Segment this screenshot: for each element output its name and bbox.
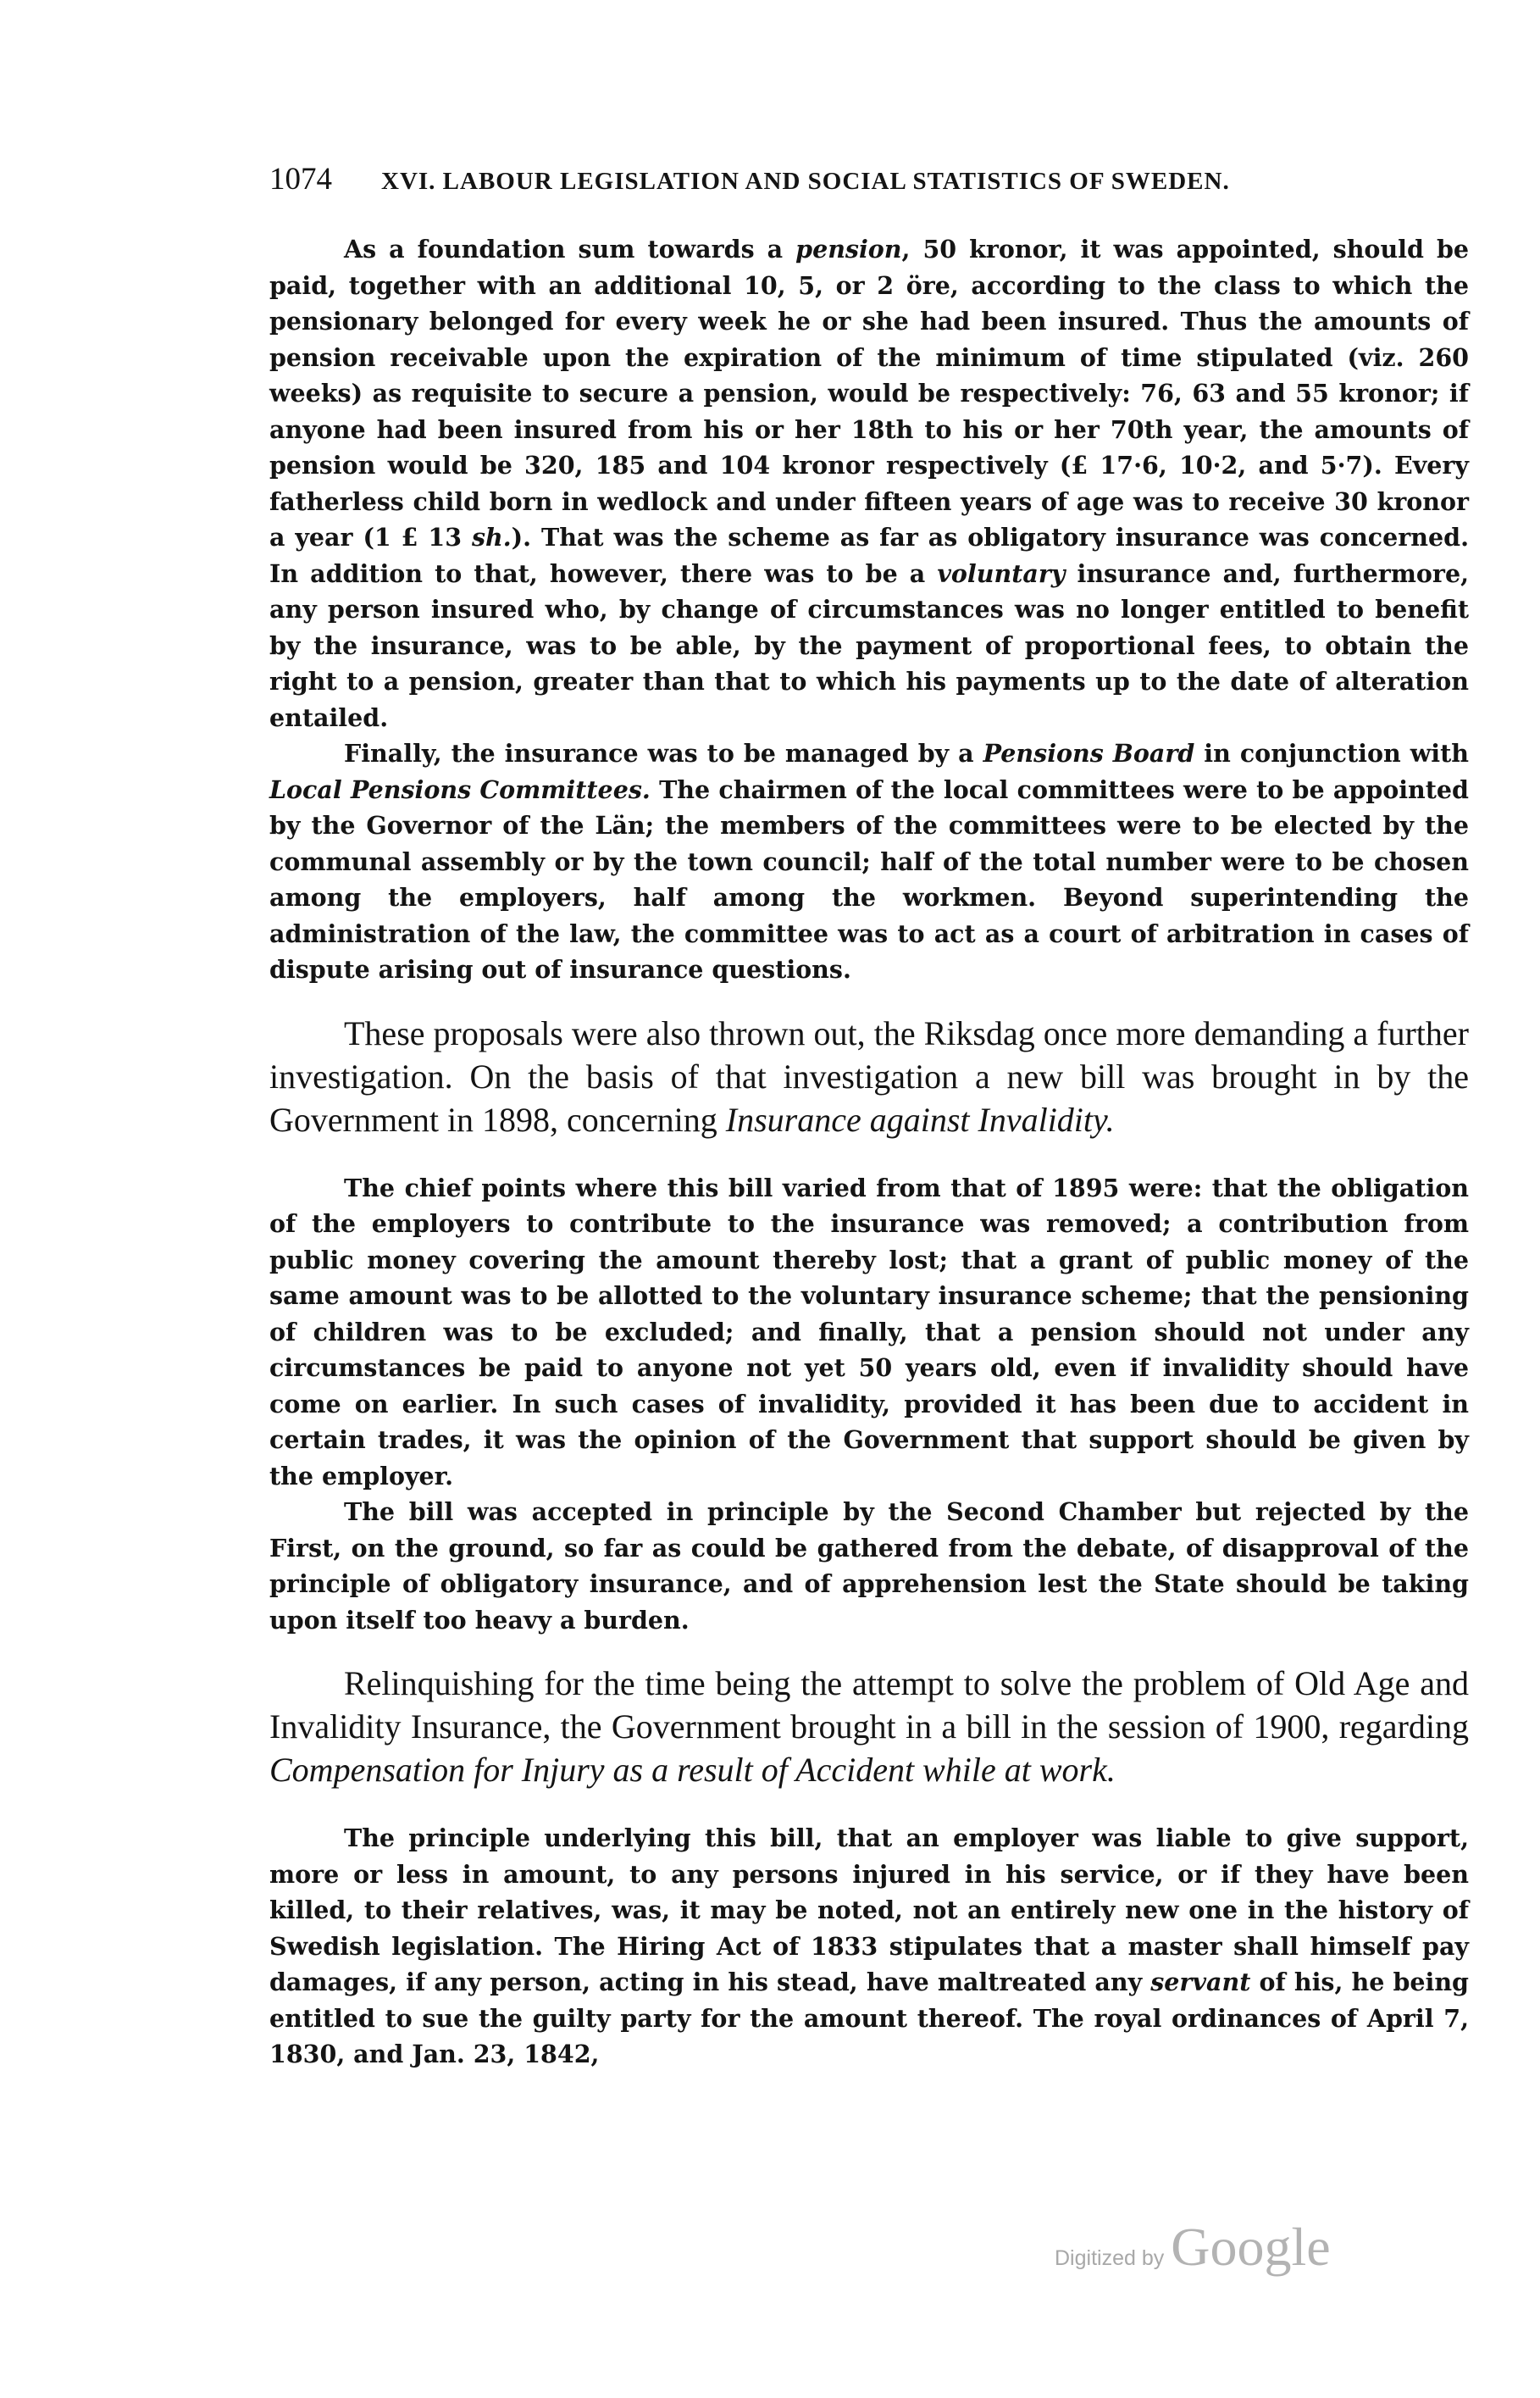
text-run-italic: Local Pensions Committees. [269, 774, 651, 804]
text-run: of his, he being entitled to sue the guilty party for the amount thereof. The royal ordinances of April 7, 1830, and Jan. 23, 1842, [269, 1968, 1469, 2068]
text-run: Finally, the insurance was to be managed by a [344, 739, 983, 768]
chief-points-paragraph: The chief points where this bill varied from that of 1895 were: that the obligation of the employers to contribute to the insurance was removed; a contribution from public money covering the amount thereby lost; that a grant of public money of the same amount was to be allotted to the voluntary insurance scheme; that the pensioning of children was to be excluded; and finally, that a pension should not under any circumstances be paid to anyone not yet 50 years old, even if invalidity should have come on earlier. In such cases of invalidity, provided it has been due to accident in certain trades, it was the opinion of the Government that support should be given by the employer. [269, 1173, 1469, 1490]
text-run-italic: Compensation for Injury as a result of Accident while at work. [269, 1751, 1116, 1789]
page-number: 1074 [269, 162, 332, 197]
text-run: As a foundation sum towards a [344, 235, 796, 264]
text-run-italic: pension [795, 235, 902, 264]
text-run: The principle underlying this bill, that an employer was liable to give support, more or less in amount, to any persons injured in his service, or if they have been killed, to their relatives, was, it may be noted, not an entirely new one in the history of Swedish legislation. The Hiring Act of 1833 stipulates that a master shall himself pay damages, if any person, acting in his stead, have maltreated any [269, 1823, 1469, 1996]
invalidity-bill-paragraph [269, 1012, 1469, 1141]
text-run: , 50 kronor, it was appointed, should be paid, together with an additional 10, 5, or 2 öre, according to the class to which the pensionary belonged for every week he or she had been insured. Thus the amounts of pension receivable upon the expiration of the minimum of time stipulated (viz. 260 weeks) as requisite to secure a pension, would be respectively: 76, 63 and 55 kronor; if anyone had been insured from his or her 18th to his or her 70th year, the amounts of pension would be 320, 185 and 104 kronor respectively (£ 17·6, 10·2, and 5·7). Every fatherless child born in wedlock and under fifteen years of age was to receive 30 kronor a year (1 £ 13 [269, 235, 1469, 552]
bill-rejected-paragraph: The bill was accepted in principle by the Second Chamber but rejected by the First, on the ground, so far as could be gathered from the debate, of disapproval of the principle of obligatory insurance, and of apprehension lest the State should be taking upon itself too heavy a burden. [269, 1497, 1469, 1635]
page [269, 161, 1469, 2096]
text-run-italic: voluntary [937, 558, 1066, 588]
pension-scheme-section [269, 231, 1469, 988]
compensation-bill-paragraph [269, 1662, 1469, 1791]
running-head [269, 161, 1469, 197]
text-run: ). That was the scheme as far as obligatory insurance was concerned. In addition to that, however, there was to be a [269, 523, 1469, 588]
pensions-board-paragraph [269, 735, 1469, 988]
text-run: Relinquishing for the time being the attempt to solve the problem of Old Age and Invalidity Insurance, the Government brought in a bill in the session of 1900, regarding [269, 1664, 1469, 1746]
digitized-watermark [1055, 2216, 1331, 2279]
text-run-italic: servant [1150, 1968, 1251, 1996]
employer-liability-section [269, 1820, 1469, 2073]
text-run-italic: Insurance against Invalidity. [725, 1100, 1115, 1139]
text-run: These proposals were also thrown out, the Riksdag once more demanding a further investigation. On the basis of that investigation a new bill was brought in by the Government in 1898, concerning [269, 1013, 1469, 1139]
pension-amounts-paragraph [269, 231, 1469, 735]
text-run: in conjunction with [1194, 739, 1469, 768]
employer-liability-paragraph [269, 1820, 1469, 2073]
text-run: insurance and, furthermore, any person insured who, by change of circumstances was no longer entitled to benefit by the insurance, was to be able, by the payment of proportional fees, to obtain the right to a pension, greater than that to which his payments up to the date of alteration entailed. [269, 558, 1469, 732]
digitized-by-label: Digitized by [1055, 2246, 1165, 2270]
chapter-title: XVI. LABOUR LEGISLATION AND SOCIAL STATISTICS OF SWEDEN. [381, 168, 1230, 195]
text-run-italic: sh. [471, 523, 512, 552]
text-run-italic: Pensions Board [983, 739, 1195, 768]
bill-1898-section [269, 1170, 1469, 1639]
text-run: The chairmen of the local committees were to be appointed by the Governor of the Län; the members of the committees were to be elected by the communal assembly or by the town council; half of the total number were to be chosen among the employers, half among the workmen. Beyond superintending the administration of the law, the committee was to act as a court of arbitration in cases of dispute arising out of insurance questions. [269, 774, 1469, 984]
google-logo: Google [1171, 2217, 1331, 2277]
